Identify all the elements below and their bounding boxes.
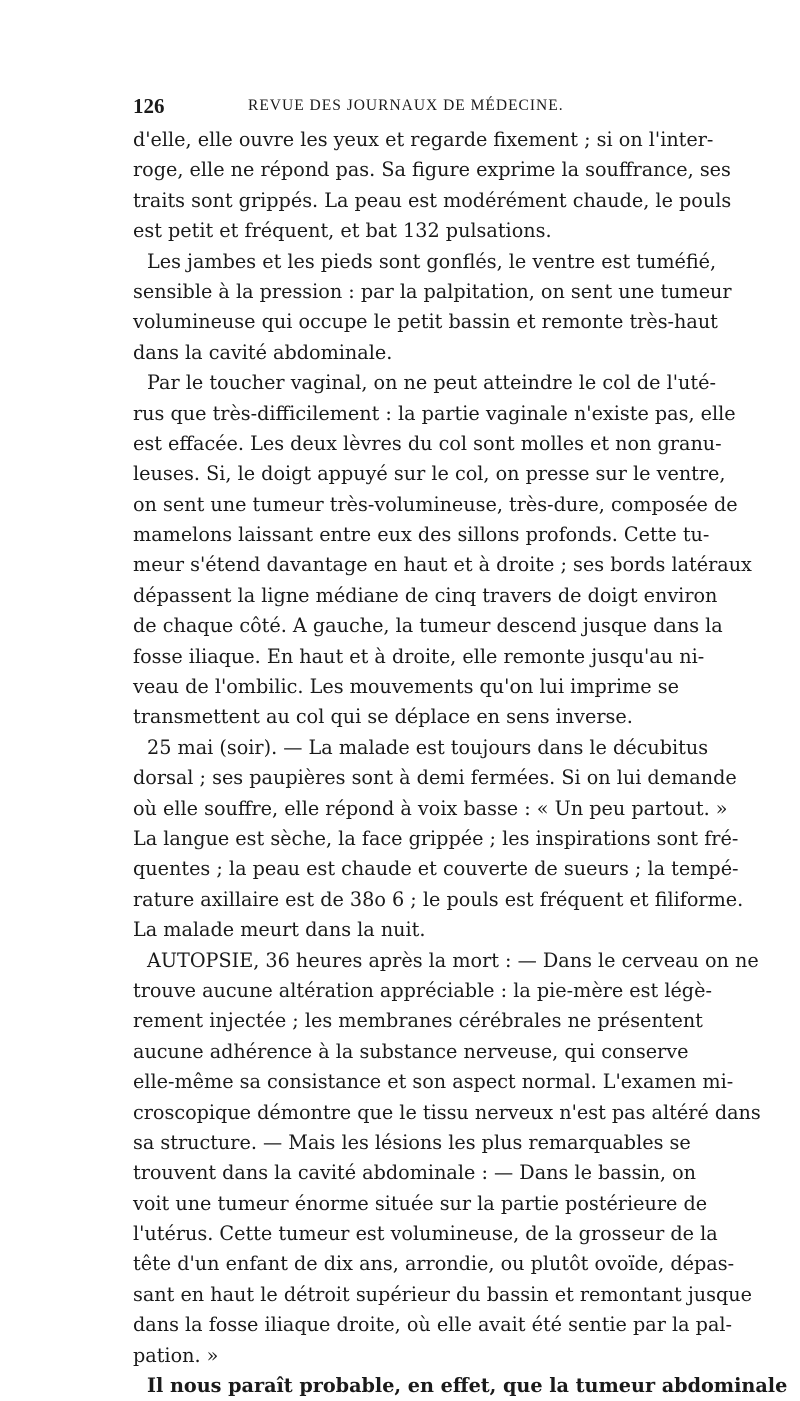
text-line: trouve aucune altération appréciable : la pie-mère est légè- [133,978,712,1002]
text-line: est effacée. Les deux lèvres du col sont molles et non granu- [133,431,722,455]
text-line: trouvent dans la cavité abdominale : — Dans le bassin, on [133,1161,697,1185]
text-line: de chaque côté. A gauche, la tumeur descend jusque dans la [133,614,723,638]
text-line: meur s'étend davantage en haut et à droite ; ses bords latéraux [133,553,752,577]
text-line: dorsal ; ses paupières sont à demi fermées. Si on lui demande [133,766,737,790]
text-line: elle-même sa consistance et son aspect normal. L'examen mi- [133,1070,734,1094]
text-line: fosse iliaque. En haut et à droite, elle remonte jusqu'au ni- [133,644,705,668]
text-line: dans la fosse iliaque droite, où elle avait été sentie par la pal- [133,1313,733,1337]
text-line: La malade meurt dans la nuit. [133,918,426,942]
text-line: 25 mai (soir). — La malade est toujours dans le décubitus [147,735,709,759]
text-line: tête d'un enfant de dix ans, arrondie, ou plutôt ovoïde, dépas- [133,1252,735,1276]
text-line: quentes ; la peau est chaude et couverte de sueurs ; la tempé- [133,857,739,881]
text-line: on sent une tumeur très-volumineuse, très-dure, composée de [133,492,738,516]
text-line: sensible à la pression : par la palpitation, on sent une tumeur [133,279,732,303]
text-line: rus que très-difficilement : la partie vaginale n'existe pas, elle [133,401,736,425]
text-line: AUTOPSIE, 36 heures après la mort : — Dans le cerveau on ne [147,948,759,972]
text-line: pation. » [133,1343,219,1367]
text-line: Les jambes et les pieds sont gonflés, le ventre est tuméfié, [147,249,717,273]
text-line: mamelons laissant entre eux des sillons profonds. Cette tu- [133,523,710,547]
text-line: traits sont grippés. La peau est modérément chaude, le pouls [133,188,732,212]
text-line: roge, elle ne répond pas. Sa figure exprime la souffrance, ses [133,158,731,182]
text-line: dans la cavité abdominale. [133,340,393,364]
text-line: leuses. Si, le doigt appuyé sur le col, on presse sur le ventre, [133,462,726,486]
text-line: transmettent au col qui se déplace en sens inverse. [133,705,633,729]
text-line: rement injectée ; les membranes cérébrales ne présentent [133,1009,703,1033]
text-line: voit une tumeur énorme située sur la partie postérieure de [133,1191,708,1215]
text-line: dépassent la ligne médiane de cinq travers de doigt environ [133,583,718,607]
text-line: rature axillaire est de 38o 6 ; le pouls est fréquent et filiforme. [133,887,744,911]
text-line: l'utérus. Cette tumeur est volumineuse, de la grosseur de la [133,1222,718,1246]
text-line: La langue est sèche, la face grippée ; les inspirations sont fré- [133,826,739,850]
text-line: d'elle, elle ouvre les yeux et regarde fixement ; si on l'inter- [133,128,714,151]
text-line: Par le toucher vaginal, on ne peut atteindre le col de l'uté- [147,371,716,395]
journal-title: REVUE DES JOURNAUX DE MÉDECINE. [248,97,564,114]
text-line: aucune adhérence à la substance nerveuse, qui conserve [133,1039,689,1063]
page-number: 126 [133,94,165,118]
text-line: Il nous paraît probable, en effet, que la tumeur abdominale [147,1374,788,1398]
running-head [133,94,678,118]
text-line: veau de l'ombilic. Les mouvements qu'on lui imprime se [133,675,679,699]
text-line: volumineuse qui occupe le petit bassin et remonte très-haut [133,310,718,334]
text-line: sant en haut le détroit supérieur du bassin et remontant jusque [133,1282,752,1306]
body-text [133,125,788,1401]
text-line: est petit et fréquent, et bat 132 pulsations. [133,219,552,243]
text-line: où elle souffre, elle répond à voix basse : « Un peu partout. » [133,796,728,820]
text-line: sa structure. — Mais les lésions les plus remarquables se [133,1130,691,1154]
text-line: croscopique démontre que le tissu nerveux n'est pas altéré dans [133,1100,761,1124]
